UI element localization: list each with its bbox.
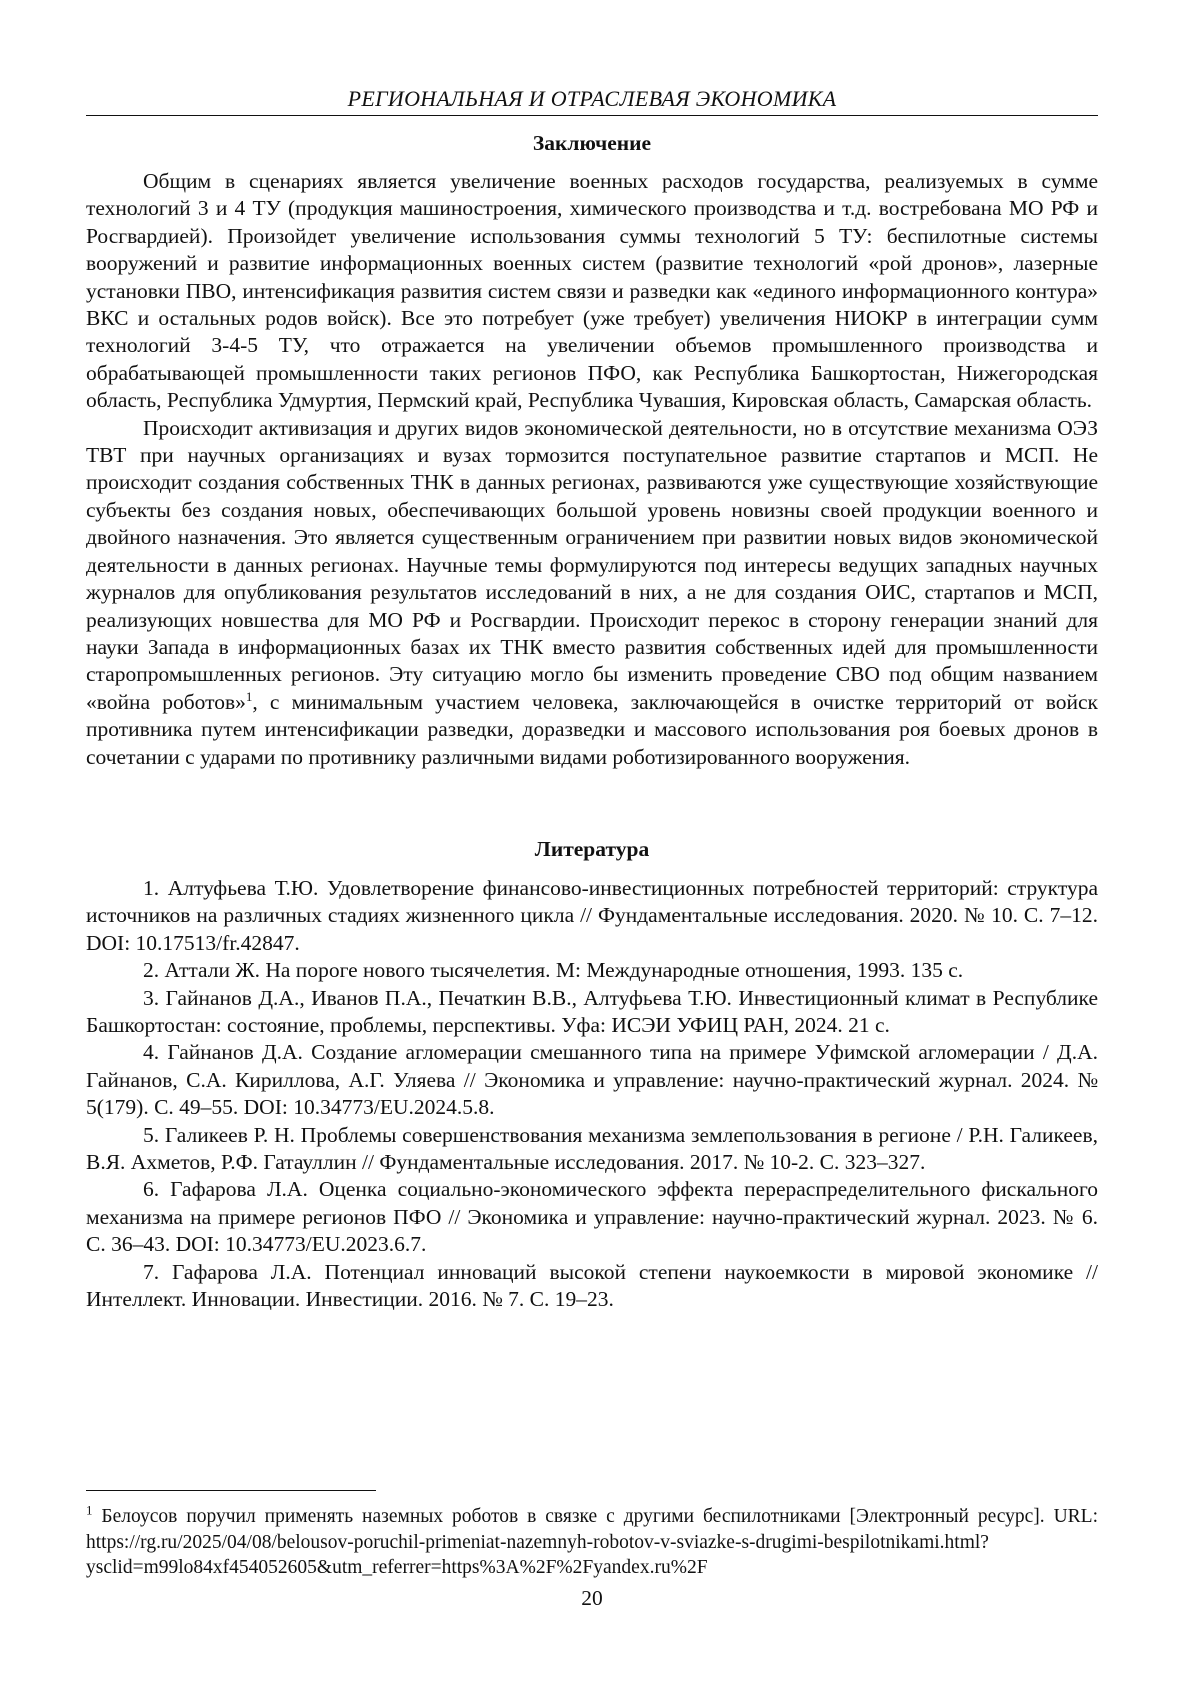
footnote-text: Белоусов поручил применять наземных роботов в связке с другими беспилотниками [Электронный ресурс]. URL: https://rg.ru/2025/04/08/belousov-poruchil-primeniat-nazemnyh-robotov-v-sviazke-s-drugimi-bespilotnikami.html?ysclid=m99lo84xf454052605&utm_referrer=https%3A%2F%2Fyandex.ru%2F xyxy=(86,1506,1098,1578)
footnote-reference: 1 xyxy=(246,689,253,704)
literature-heading: Литература xyxy=(86,837,1098,862)
footnote-rule xyxy=(86,1490,376,1491)
reference-item: 2. Аттали Ж. На пороге нового тысячелетия. М: Международные отношения, 1993. 135 с. xyxy=(86,957,1098,984)
conclusion-paragraph-2-tail: , с минимальным участием человека, заключающейся в очистке территорий от войск противника путем интенсификации разведки, доразведки и массового использования роя боевых дронов в сочетании с ударами по противнику различными видами роботизированного вооружения. xyxy=(86,690,1098,769)
conclusion-heading: Заключение xyxy=(86,131,1098,156)
header-rule xyxy=(86,115,1098,116)
reference-item: 5. Галикеев Р. Н. Проблемы совершенствования механизма землепользования в регионе / Р.Н. Галикеев, В.Я. Ахметов, Р.Ф. Гатауллин // Фундаментальные исследования. 2017. № 10-2. С. 323–327. xyxy=(86,1122,1098,1177)
page-number: 20 xyxy=(86,1586,1098,1611)
footnote xyxy=(86,1504,1098,1581)
running-header: РЕГИОНАЛЬНАЯ И ОТРАСЛЕВАЯ ЭКОНОМИКА xyxy=(86,86,1098,112)
reference-item: 1. Алтуфьева Т.Ю. Удовлетворение финансово-инвестиционных потребностей территорий: структура источников на различных стадиях жизненного цикла // Фундаментальные исследования. 2020. № 10. С. 7–12. DOI: 10.17513/fr.42847. xyxy=(86,875,1098,957)
conclusion-paragraph-1: Общим в сценариях является увеличение военных расходов государства, реализуемых в сумме технологий 3 и 4 ТУ (продукция машиностроения, химического производства и т.д. востребована МО РФ и Росгвардией). Произойдет увеличение использования суммы технологий 5 ТУ: беспилотные системы вооружений и развитие информационных военных систем (развитие технологий «рой дронов», лазерные установки ПВО, интенсификация развития систем связи и разведки как «единого информационного контура» ВКС и остальных родов войск). Все это потребует (уже требует) увеличения НИОКР в интеграции сумм технологий 3-4-5 ТУ, что отражается на увеличении объемов промышленного производства и обрабатывающей промышленности таких регионов ПФО, как Республика Башкортостан, Нижегородская область, Республика Удмуртия, Пермский край, Республика Чувашия, Кировская область, Самарская область. xyxy=(86,168,1098,415)
reference-item: 4. Гайнанов Д.А. Создание агломерации смешанного типа на примере Уфимской агломерации / Д.А. Гайнанов, С.А. Кириллова, А.Г. Уляева // Экономика и управление: научно-практический журнал. 2024. № 5(179). С. 49–55. DOI: 10.34773/EU.2024.5.8. xyxy=(86,1039,1098,1121)
conclusion-paragraph-2-text: Происходит активизация и других видов экономической деятельности, но в отсутствие механизма ОЭЗ ТВТ при научных организациях и вузах тормозится поступательное развитие стартапов и МСП. Не происходит создания собственных ТНК в данных регионах, развиваются уже существующие хозяйствующие субъекты без создания новых, обеспечивающих большой уровень новизны своей продукции военного и двойного назначения. Это является существенным ограничением при развитии новых видов экономической деятельности в данных регионах. Научные темы формулируются под интересы ведущих западных научных журналов для опубликования результатов исследований в них, а не для создания ОИС, стартапов и МСП, реализующих новшества для МО РФ и Росгвардии. Происходит перекос в сторону генерации знаний для науки Запада в информационных базах их ТНК вместо развития собственных идей для промышленности старопромышленных регионов. Эту ситуацию могло бы изменить проведение СВО под общим названием «война роботов» xyxy=(86,416,1098,714)
footnote-mark: 1 xyxy=(86,1503,93,1518)
reference-item: 3. Гайнанов Д.А., Иванов П.А., Печаткин В.В., Алтуфьева Т.Ю. Инвестиционный климат в Республике Башкортостан: состояние, проблемы, перспективы. Уфа: ИСЭИ УФИЦ РАН, 2024. 21 с. xyxy=(86,985,1098,1040)
reference-item: 7. Гафарова Л.А. Потенциал инноваций высокой степени наукоемкости в мировой экономике // Интеллект. Инновации. Инвестиции. 2016. № 7. С. 19–23. xyxy=(86,1259,1098,1314)
conclusion-body xyxy=(86,168,1098,771)
conclusion-paragraph-2 xyxy=(86,415,1098,771)
reference-item: 6. Гафарова Л.А. Оценка социально-экономического эффекта перераспределительного фискального механизма на примере регионов ПФО // Экономика и управление: научно-практический журнал. 2023. № 6. С. 36–43. DOI: 10.34773/EU.2023.6.7. xyxy=(86,1176,1098,1258)
reference-list xyxy=(86,875,1098,1314)
